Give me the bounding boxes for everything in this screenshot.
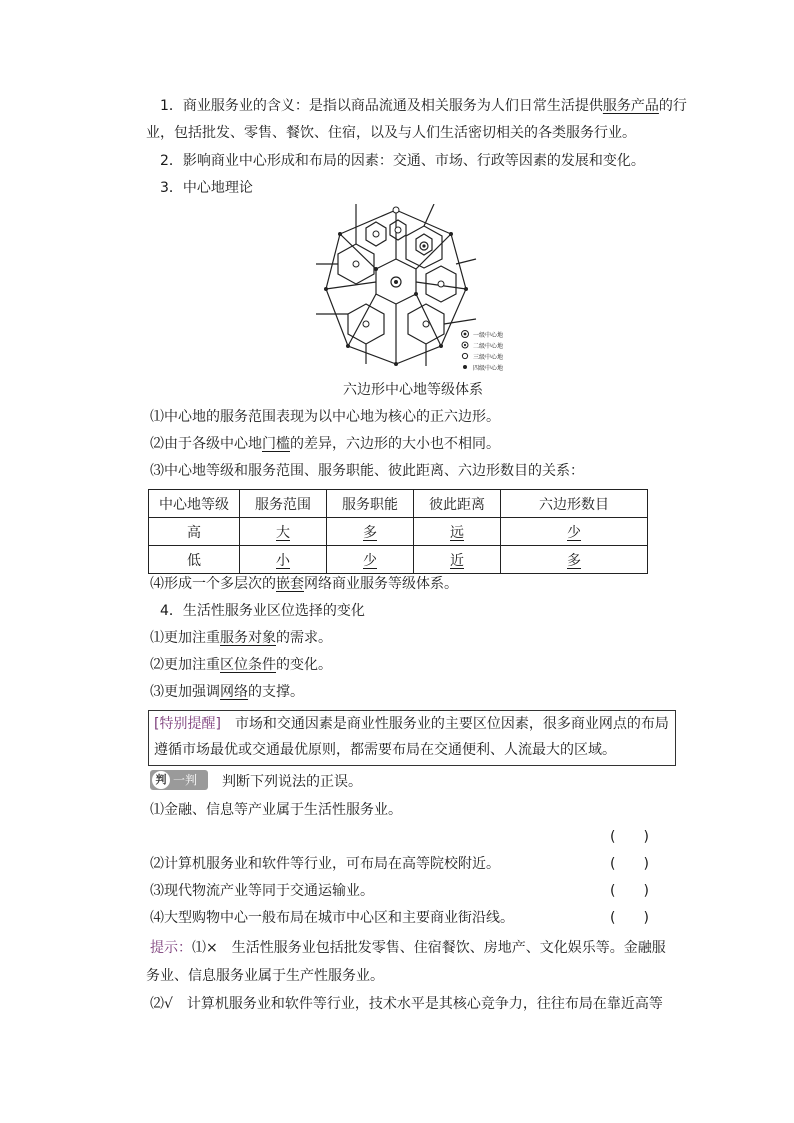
fourth-level-center-marker bbox=[449, 232, 453, 236]
underlined-term: 嵌套 bbox=[276, 576, 304, 592]
table-cell bbox=[414, 546, 501, 574]
fourth-level-center-marker bbox=[374, 267, 378, 271]
note-4 bbox=[150, 574, 458, 594]
judge-badge-label: 一判 bbox=[173, 773, 198, 787]
judge-item-3: ⑶现代物流产业等同于交通运输业。 bbox=[150, 883, 374, 899]
judge-badge bbox=[150, 770, 208, 790]
underlined-term: 服务产品 bbox=[602, 98, 659, 114]
answer-text: 少 bbox=[363, 552, 377, 569]
text: 的变化。 bbox=[276, 657, 332, 673]
judge-instruction: 判断下列说法的正误。 bbox=[222, 774, 362, 790]
section-heading-central-place: 3．中心地理论 bbox=[160, 180, 253, 196]
text: 1．商业服务业的含义：是指以商品流通及相关服务为人们日常生活提供 bbox=[160, 98, 603, 114]
third-level-center-marker bbox=[393, 207, 399, 213]
table-cell bbox=[501, 518, 648, 546]
fourth-level-center-marker bbox=[439, 344, 443, 348]
judge-badge-icon: 判 bbox=[152, 771, 170, 789]
answer-mark: ⑵√ bbox=[150, 996, 173, 1012]
first-level-center-dot bbox=[394, 280, 398, 284]
table-header-row bbox=[149, 490, 648, 518]
central-place-relation-table bbox=[148, 489, 648, 574]
answer-2 bbox=[150, 994, 663, 1014]
answer-1 bbox=[150, 938, 666, 958]
text: 的差异，六边形的大小也不相同。 bbox=[290, 436, 500, 452]
fourth-level-center-marker bbox=[394, 362, 398, 366]
text: ⑴更加注重 bbox=[150, 630, 220, 646]
table-cell bbox=[501, 546, 648, 574]
definition-line-1 bbox=[160, 96, 687, 116]
second-level-center-dot bbox=[422, 244, 425, 247]
legend-label: 三级中心地 bbox=[473, 354, 504, 361]
figure-caption: 六边形中心地等级体系 bbox=[343, 382, 483, 398]
fourth-level-center-marker bbox=[324, 287, 328, 291]
definition-line-2: 业，包括批发、零售、餐饮、住宿，以及与人们生活密切相关的各类服务行业。 bbox=[146, 125, 636, 141]
answer-text: 小 bbox=[276, 552, 290, 569]
legend-label: 二级中心地 bbox=[473, 343, 504, 350]
underlined-term: 网络 bbox=[220, 684, 248, 700]
special-reminder-line-2: 遵循市场最优或交通最优原则，都需要布局在交通便利、人流最大的区域。 bbox=[154, 742, 616, 758]
table-header-cell: 服务范围 bbox=[240, 490, 327, 518]
answer-bracket-2[interactable]: ( ) bbox=[610, 856, 649, 872]
table-cell bbox=[240, 546, 327, 574]
answer-text: 多 bbox=[567, 552, 581, 569]
underlined-term: 区位条件 bbox=[220, 657, 276, 673]
table-header-cell: 服务职能 bbox=[327, 490, 414, 518]
third-level-center-marker bbox=[363, 321, 369, 327]
judge-item-1: ⑴金融、信息等产业属于生活性服务业。 bbox=[150, 802, 402, 818]
text: 生活性服务业包括批发零售、住宿餐饮、房地产、文化娱乐等。金融服 bbox=[231, 940, 666, 956]
change-item-2 bbox=[150, 655, 332, 675]
table-cell bbox=[240, 518, 327, 546]
underlined-term: 门槛 bbox=[262, 436, 290, 452]
answer-text: 少 bbox=[567, 524, 581, 541]
change-item-1 bbox=[150, 628, 332, 648]
note-3: ⑶中心地等级和服务范围、服务职能、彼此距离、六边形数目的关系： bbox=[150, 463, 584, 479]
text: ⑵由于各级中心地 bbox=[150, 436, 262, 452]
judge-item-2: ⑵计算机服务业和软件等行业，可布局在高等院校附近。 bbox=[150, 856, 500, 872]
text: ⑷形成一个多层次的 bbox=[150, 576, 276, 592]
text: 市场和交通因素是商业性服务业的主要区位因素，很多商业网点的布局 bbox=[234, 716, 669, 732]
note-2 bbox=[150, 434, 500, 454]
answer-text: 大 bbox=[276, 524, 290, 541]
underlined-term: 服务对象 bbox=[220, 630, 276, 646]
table-cell bbox=[414, 518, 501, 546]
text: 的行 bbox=[658, 98, 687, 114]
fourth-level-center-marker bbox=[464, 287, 468, 291]
table-header-cell: 中心地等级 bbox=[149, 490, 240, 518]
answer-1-continued: 务业、信息服务业属于生产性服务业。 bbox=[146, 968, 384, 984]
judge-item-4: ⑷大型购物中心一般布局在城市中心区和主要商业街沿线。 bbox=[150, 910, 514, 926]
third-level-center-marker bbox=[373, 231, 379, 237]
text: 计算机服务业和软件等行业，技术水平是其核心竞争力，往往布局在靠近高等 bbox=[186, 996, 663, 1012]
table-cell bbox=[327, 518, 414, 546]
table-row bbox=[149, 546, 648, 574]
answer-mark: ⑴× bbox=[192, 940, 218, 956]
answer-bracket-4[interactable]: ( ) bbox=[610, 910, 649, 926]
reminder-label: [特别提醒] bbox=[154, 716, 221, 732]
note-1: ⑴中心地的服务范围表现为以中心地为核心的正六边形。 bbox=[150, 409, 500, 425]
text: 网络商业服务等级体系。 bbox=[304, 576, 458, 592]
table-row bbox=[149, 518, 648, 546]
third-level-center-marker bbox=[423, 321, 429, 327]
special-reminder-line-1 bbox=[154, 714, 669, 734]
answer-text: 近 bbox=[450, 552, 464, 569]
legend-label: 一级中心地 bbox=[473, 332, 504, 339]
change-item-3 bbox=[150, 682, 304, 702]
table-header-cell: 彼此距离 bbox=[414, 490, 501, 518]
text: 的需求。 bbox=[276, 630, 332, 646]
hint-label: 提示： bbox=[150, 940, 192, 956]
table-cell bbox=[327, 546, 414, 574]
answer-bracket-1[interactable]: ( ) bbox=[610, 829, 649, 845]
diagram-legend bbox=[462, 331, 504, 373]
fourth-level-center-marker bbox=[338, 232, 342, 236]
hexagon-central-place-diagram bbox=[316, 204, 516, 374]
text: 的支撑。 bbox=[248, 684, 304, 700]
legend-label: 四级中心地 bbox=[473, 365, 504, 372]
answer-text: 多 bbox=[363, 524, 377, 541]
fourth-level-center-marker bbox=[346, 344, 350, 348]
third-level-center-marker bbox=[353, 261, 359, 267]
text: ⑵更加注重 bbox=[150, 657, 220, 673]
table-cell: 低 bbox=[149, 546, 240, 574]
table-cell: 高 bbox=[149, 518, 240, 546]
factors-paragraph: 2．影响商业中心形成和布局的因素：交通、市场、行政等因素的发展和变化。 bbox=[160, 153, 645, 169]
fourth-level-center-marker bbox=[414, 292, 418, 296]
answer-text: 远 bbox=[450, 524, 464, 541]
third-level-center-marker bbox=[438, 281, 444, 287]
text: ⑶更加强调 bbox=[150, 684, 220, 700]
table-header-cell: 六边形数目 bbox=[501, 490, 648, 518]
third-level-center-marker bbox=[395, 227, 401, 233]
answer-bracket-3[interactable]: ( ) bbox=[610, 883, 649, 899]
section-heading-service-location: 4．生活性服务业区位选择的变化 bbox=[160, 603, 365, 619]
